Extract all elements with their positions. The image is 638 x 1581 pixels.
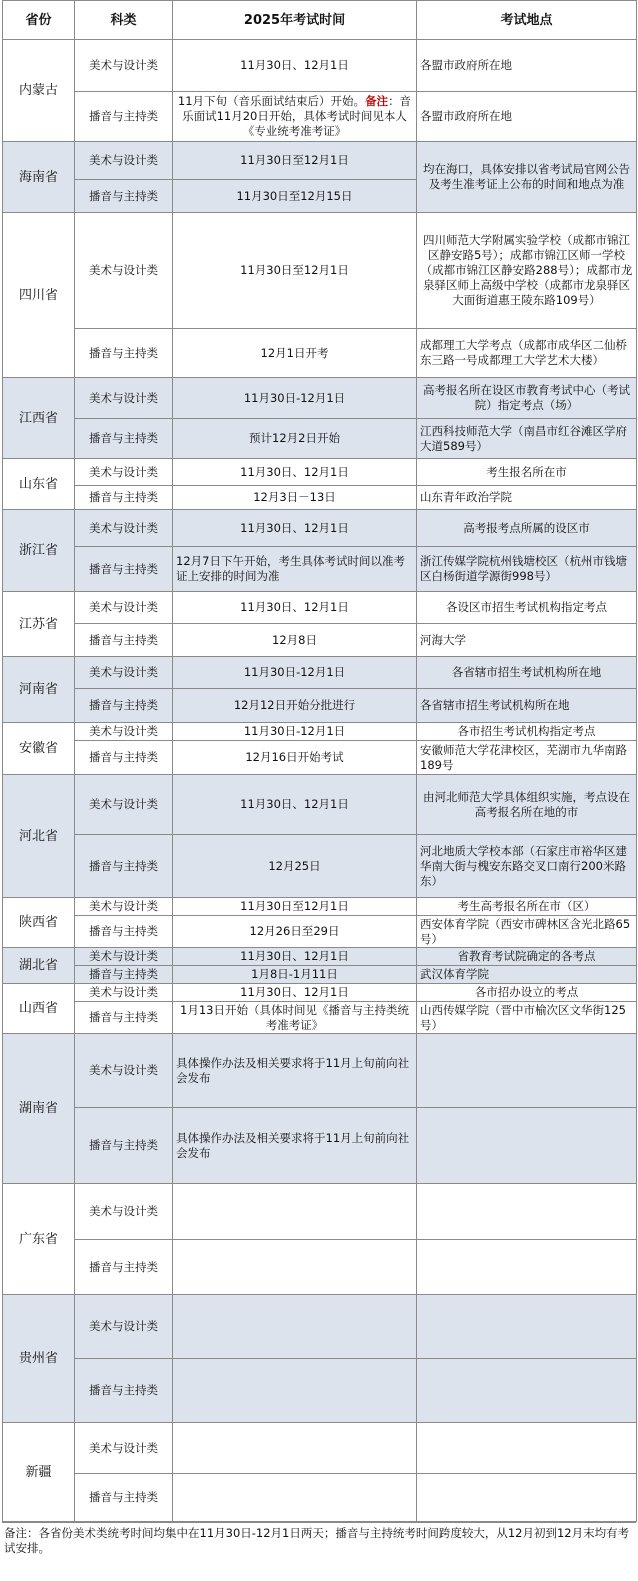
table-row <box>3 1474 637 1522</box>
category-cell: 美术与设计类 <box>75 510 173 547</box>
time-cell: 11月30日-12月1日 <box>173 723 417 741</box>
province-name: 湖南省 <box>3 1034 75 1184</box>
time-cell <box>173 1423 417 1474</box>
category-cell: 美术与设计类 <box>75 984 173 1002</box>
time-cell: 预计12月2日开始 <box>173 419 417 459</box>
location-cell <box>417 1474 637 1522</box>
table-row <box>3 723 637 741</box>
time-cell: 1月8日-1月11日 <box>173 966 417 984</box>
time-cell: 具体操作办法及相关要求将于11月上旬前向社会发布 <box>173 1108 417 1184</box>
table-row <box>3 1034 637 1108</box>
time-cell: 12月7日下午开始，考生具体考试时间以准考证上安排的时间为准 <box>173 547 417 592</box>
table-row <box>3 741 637 775</box>
table-row <box>3 592 637 624</box>
province-name: 广东省 <box>3 1184 75 1295</box>
category-cell: 播音与主持类 <box>75 1108 173 1184</box>
table-row <box>3 835 637 898</box>
time-cell: 11月30日、12月1日 <box>173 948 417 966</box>
province-name: 河北省 <box>3 775 75 898</box>
location-cell: 各盟市政府所在地 <box>417 92 637 142</box>
time-cell <box>173 92 417 142</box>
time-cell <box>173 1295 417 1359</box>
location-cell: 考生报名所在市 <box>417 459 637 486</box>
time-cell: 11月30日、12月1日 <box>173 510 417 547</box>
category-cell: 播音与主持类 <box>75 1474 173 1522</box>
header-location: 考试地点 <box>417 1 637 40</box>
category-cell: 美术与设计类 <box>75 142 173 180</box>
province-name: 河南省 <box>3 657 75 723</box>
location-cell <box>417 1359 637 1423</box>
header-category: 科类 <box>75 1 173 40</box>
location-cell: 省教育考试院确定的各考点 <box>417 948 637 966</box>
province-name: 湖北省 <box>3 948 75 984</box>
table-row <box>3 1295 637 1359</box>
province-name: 浙江省 <box>3 510 75 592</box>
table-row <box>3 689 637 723</box>
category-cell: 美术与设计类 <box>75 1295 173 1359</box>
table-header-row <box>3 1 637 40</box>
time-cell: 1月13日开始（具体时间见《播音与主持类统考准考证》 <box>173 1002 417 1034</box>
time-cell <box>173 1240 417 1295</box>
category-cell: 播音与主持类 <box>75 1359 173 1423</box>
table-row <box>3 984 637 1002</box>
time-cell: 12月8日 <box>173 624 417 657</box>
time-cell: 11月30日、12月1日 <box>173 459 417 486</box>
category-cell: 播音与主持类 <box>75 624 173 657</box>
table-row <box>3 966 637 984</box>
location-cell: 均在海口，具体安排以省考试局官网公告及考生准考证上公布的时间和地点为准 <box>417 142 637 213</box>
location-cell: 考生高考报名所在市（区） <box>417 898 637 916</box>
category-cell: 美术与设计类 <box>75 948 173 966</box>
table-row <box>3 378 637 419</box>
category-cell: 播音与主持类 <box>75 689 173 723</box>
table-row <box>3 510 637 547</box>
table-row <box>3 1423 637 1474</box>
exam-schedule-table <box>2 0 637 1522</box>
category-cell: 播音与主持类 <box>75 1002 173 1034</box>
table-row <box>3 329 637 378</box>
location-cell: 武汉体育学院 <box>417 966 637 984</box>
category-cell: 美术与设计类 <box>75 378 173 419</box>
time-cell: 11月30日至12月1日 <box>173 142 417 180</box>
time-cell <box>173 1184 417 1240</box>
time-cell: 12月25日 <box>173 835 417 898</box>
table-row <box>3 916 637 948</box>
time-cell: 12月26日至29日 <box>173 916 417 948</box>
time-text: 11月下旬（音乐面试结束后）开始。 <box>177 94 366 108</box>
table-row <box>3 40 637 92</box>
table-row <box>3 92 637 142</box>
location-cell <box>417 1108 637 1184</box>
table-row <box>3 1184 637 1240</box>
location-cell: 各省辖市招生考试机构所在地 <box>417 657 637 689</box>
time-cell: 11月30日、12月1日 <box>173 775 417 835</box>
location-cell: 各设区市招生考试机构指定考点 <box>417 592 637 624</box>
table-row <box>3 419 637 459</box>
table-row <box>3 1240 637 1295</box>
header-province: 省份 <box>3 1 75 40</box>
province-name: 内蒙古 <box>3 40 75 142</box>
category-cell: 播音与主持类 <box>75 741 173 775</box>
time-cell: 12月16日开始考试 <box>173 741 417 775</box>
location-cell: 各盟市政府所在地 <box>417 40 637 92</box>
time-cell: 12月1日开考 <box>173 329 417 378</box>
province-name: 山东省 <box>3 459 75 510</box>
location-cell: 安徽师范大学花津校区，芜湖市九华南路189号 <box>417 741 637 775</box>
time-cell: 11月30日-12月1日 <box>173 657 417 689</box>
table-row <box>3 1359 637 1423</box>
location-cell: 高考报考点所属的设区市 <box>417 510 637 547</box>
category-cell: 美术与设计类 <box>75 1423 173 1474</box>
category-cell: 美术与设计类 <box>75 723 173 741</box>
time-cell: 11月30日、12月1日 <box>173 592 417 624</box>
table-row <box>3 624 637 657</box>
location-cell: 浙江传媒学院杭州钱塘校区（杭州市钱塘区白杨街道学源街998号） <box>417 547 637 592</box>
category-cell: 播音与主持类 <box>75 1240 173 1295</box>
time-cell: 11月30日至12月1日 <box>173 898 417 916</box>
location-cell: 各市招办设立的考点 <box>417 984 637 1002</box>
category-cell: 播音与主持类 <box>75 916 173 948</box>
category-cell: 播音与主持类 <box>75 835 173 898</box>
location-cell: 江西科技师范大学（南昌市红谷滩区学府大道589号） <box>417 419 637 459</box>
location-cell: 河北地质大学校本部（石家庄市裕华区建华南大街与槐安东路交叉口南行200米路东） <box>417 835 637 898</box>
footnote: 备注：各省份美术类统考时间均集中在11月30日-12月1日两天；播音与主持统考时间跨度较大，从12月初到12月末均有考试安排。 <box>2 1522 636 1556</box>
province-name: 贵州省 <box>3 1295 75 1423</box>
location-cell: 四川师范大学附属实验学校（成都市锦江区静安路5号）；成都市锦江区师一学校（成都市锦江区静安路288号）；成都市龙泉驿区师上高级中学校（成都市龙泉驿区大面街道惠王陵东路109号） <box>417 213 637 329</box>
category-cell: 美术与设计类 <box>75 459 173 486</box>
time-cell: 11月30日-12月1日 <box>173 378 417 419</box>
category-cell: 美术与设计类 <box>75 775 173 835</box>
time-cell: 11月30日、12月1日 <box>173 984 417 1002</box>
location-cell <box>417 1295 637 1359</box>
location-cell: 各省辖市招生考试机构所在地 <box>417 689 637 723</box>
location-cell <box>417 1034 637 1108</box>
category-cell: 播音与主持类 <box>75 966 173 984</box>
time-cell: 11月30日、12月1日 <box>173 40 417 92</box>
category-cell: 美术与设计类 <box>75 40 173 92</box>
category-cell: 播音与主持类 <box>75 92 173 142</box>
location-cell: 各市招生考试机构指定考点 <box>417 723 637 741</box>
category-cell: 播音与主持类 <box>75 329 173 378</box>
category-cell: 播音与主持类 <box>75 180 173 213</box>
table-row <box>3 1002 637 1034</box>
category-cell: 美术与设计类 <box>75 592 173 624</box>
time-cell <box>173 1474 417 1522</box>
province-name: 新疆 <box>3 1423 75 1522</box>
province-name: 江西省 <box>3 378 75 459</box>
location-cell: 河海大学 <box>417 624 637 657</box>
time-cell: 11月30日至12月1日 <box>173 213 417 329</box>
category-cell: 美术与设计类 <box>75 1184 173 1240</box>
table-row <box>3 657 637 689</box>
table-row <box>3 459 637 486</box>
category-cell: 美术与设计类 <box>75 657 173 689</box>
location-cell: 高考报名所在设区市教育考试中心（考试院）指定考点（场） <box>417 378 637 419</box>
time-cell: 12月3日－13日 <box>173 486 417 510</box>
remark-label: 备注 <box>365 94 389 108</box>
time-cell: 12月12日开始分批进行 <box>173 689 417 723</box>
category-cell: 播音与主持类 <box>75 419 173 459</box>
location-cell: 山东青年政治学院 <box>417 486 637 510</box>
province-name: 安徽省 <box>3 723 75 775</box>
table-row <box>3 547 637 592</box>
location-cell <box>417 1423 637 1474</box>
table-row <box>3 948 637 966</box>
province-name: 海南省 <box>3 142 75 213</box>
table-row <box>3 775 637 835</box>
table-row <box>3 213 637 329</box>
location-cell <box>417 1184 637 1240</box>
category-cell: 美术与设计类 <box>75 898 173 916</box>
category-cell: 美术与设计类 <box>75 213 173 329</box>
location-cell: 西安体育学院（西安市碑林区含光北路65号） <box>417 916 637 948</box>
location-cell: 成都理工大学考点（成都市成华区二仙桥东三路一号成都理工大学艺术大楼） <box>417 329 637 378</box>
header-time: 2025年考试时间 <box>173 1 417 40</box>
province-name: 陕西省 <box>3 898 75 948</box>
province-name: 山西省 <box>3 984 75 1034</box>
table-row <box>3 1108 637 1184</box>
time-cell: 具体操作办法及相关要求将于11月上旬前向社会发布 <box>173 1034 417 1108</box>
table-row <box>3 898 637 916</box>
time-cell: 11月30日至12月15日 <box>173 180 417 213</box>
location-cell: 由河北师范大学具体组织实施，考点设在高考报名所在地的市 <box>417 775 637 835</box>
category-cell: 美术与设计类 <box>75 1034 173 1108</box>
table-row <box>3 142 637 180</box>
province-name: 四川省 <box>3 213 75 378</box>
table-row <box>3 486 637 510</box>
category-cell: 播音与主持类 <box>75 486 173 510</box>
time-cell <box>173 1359 417 1423</box>
location-cell <box>417 1240 637 1295</box>
location-cell: 山西传媒学院（晋中市榆次区文华街125号） <box>417 1002 637 1034</box>
category-cell: 播音与主持类 <box>75 547 173 592</box>
province-name: 江苏省 <box>3 592 75 657</box>
time-remark-text: ：音乐面试11月20日开始，具体考试时间见本人《专业统考准考证》 <box>182 94 412 138</box>
